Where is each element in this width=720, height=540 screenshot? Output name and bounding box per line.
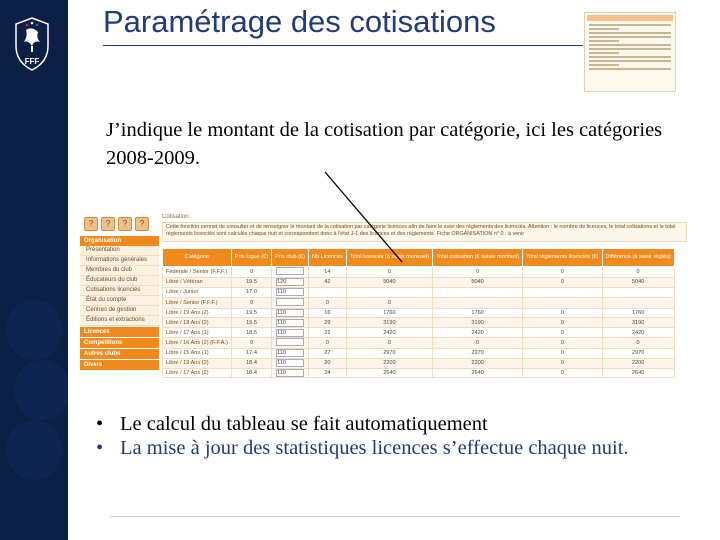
- category-cell[interactable]: Libre / Vétéran: [163, 278, 232, 288]
- table-cell: 14: [308, 267, 346, 278]
- column-header: Prix Ligue (€): [231, 249, 271, 267]
- bullet-text: La mise à jour des statistiques licences s’effectue chaque nuit.: [120, 437, 629, 459]
- table-cell: 0: [433, 337, 523, 348]
- table-cell: 0: [433, 267, 523, 278]
- column-header: Prix club (€): [272, 249, 309, 267]
- nav-section[interactable]: Compétitions: [80, 338, 159, 348]
- notice-text: Cette fonction permet de consulter et de renseigner le montant de la cotisation par catégorie licences afin de faire le suivi des règlements des licenciés. Attention : le nombre de licences, le total cotisations et le total règlements licenciés sont calculés chaque nuit et correspondent donc à l'état J-1 des licences et des règlements. Fiche ORGANISATION n° 0 : à venir: [162, 222, 687, 242]
- help-icon[interactable]: ?: [135, 217, 149, 231]
- table-cell: 5040: [346, 278, 432, 288]
- table-cell: 27: [308, 348, 346, 358]
- table-cell: 20: [308, 358, 346, 368]
- table-cell: 0: [523, 368, 602, 378]
- table-cell: 2200: [602, 358, 674, 368]
- nav-item[interactable]: État du compte: [80, 296, 159, 306]
- table-cell: 5040: [602, 278, 674, 288]
- club-price-input[interactable]: 110: [276, 329, 304, 337]
- bullet-list: [96, 412, 696, 460]
- table-cell: 29: [308, 318, 346, 328]
- club-price-input[interactable]: 110: [276, 349, 304, 357]
- table-cell: 22: [308, 328, 346, 338]
- nav-item[interactable]: Présentation: [80, 246, 159, 256]
- category-cell[interactable]: Libre / 15 Ans (1): [163, 348, 232, 358]
- table-cell: 0: [523, 358, 602, 368]
- table-cell: 0: [523, 308, 602, 318]
- table-cell: 2420: [433, 328, 523, 338]
- category-cell[interactable]: Libre / 16 Ans (2) (F.F.A.): [163, 337, 232, 348]
- table-cell: 2640: [602, 368, 674, 378]
- column-header: Nb Licences: [308, 249, 346, 267]
- toolbar-icon[interactable]: ?: [101, 217, 115, 231]
- bullet-glyph: •: [96, 413, 104, 435]
- logo-text: FFF: [24, 57, 40, 66]
- table-cell: 0: [523, 267, 602, 278]
- nav-section[interactable]: Autres clubs: [80, 349, 159, 359]
- table-cell: 24: [308, 368, 346, 378]
- table-cell: 1760: [602, 308, 674, 318]
- bullet-item: [96, 412, 696, 436]
- bullet-glyph: •: [96, 437, 104, 459]
- bullet-text: Le calcul du tableau se fait automatiquement: [120, 413, 488, 435]
- toolbar-icon[interactable]: ?: [118, 217, 132, 231]
- column-header: Catégorie: [163, 249, 232, 267]
- category-cell[interactable]: Libre / 17 Ans (2): [163, 368, 232, 378]
- category-cell[interactable]: Libre / Senior (F.F.F.): [163, 297, 232, 308]
- table-cell: 2420: [346, 328, 432, 338]
- table-cell: 1760: [433, 308, 523, 318]
- club-price-input[interactable]: 110: [276, 288, 304, 296]
- table-cell: 2640: [433, 368, 523, 378]
- nav-item[interactable]: Éducateurs du club: [80, 276, 159, 286]
- table-cell: 19.5: [231, 318, 271, 328]
- nav-heading[interactable]: Organisation: [80, 236, 159, 246]
- table-cell: 19.5: [231, 308, 271, 318]
- nav-section[interactable]: Licences: [80, 327, 159, 337]
- table-cell: 0: [523, 278, 602, 288]
- table-cell: 17.4: [231, 348, 271, 358]
- table-cell: 2970: [433, 348, 523, 358]
- column-header: Total licences (à saisir mensuel): [346, 249, 432, 267]
- table-cell: 19.5: [231, 278, 271, 288]
- intro-text: J’indique le montant de la cotisation par catégorie, ici les catégories 2008-2009.: [106, 119, 663, 169]
- table-cell: 3190: [346, 318, 432, 328]
- nav-section[interactable]: Divers: [80, 360, 159, 370]
- table-cell: 1760: [346, 308, 432, 318]
- table-cell: 2640: [346, 368, 432, 378]
- table-cell: 0: [346, 337, 432, 348]
- category-cell[interactable]: Libre / 18 Ans (2): [163, 318, 232, 328]
- table-cell: 18.5: [231, 328, 271, 338]
- table-cell: 2970: [346, 348, 432, 358]
- column-header: Total règlements licenciés (€): [523, 249, 602, 267]
- table-cell: 18.4: [231, 368, 271, 378]
- table-cell: 0: [523, 348, 602, 358]
- table-cell: 18.4: [231, 358, 271, 368]
- table-cell: 0: [231, 267, 271, 278]
- slide-title: Paramétrage des cotisations: [103, 4, 496, 39]
- table-cell: 42: [308, 278, 346, 288]
- table-cell: 0: [523, 318, 602, 328]
- table-cell: 0: [602, 267, 674, 278]
- table-cell: 2200: [346, 358, 432, 368]
- table-cell: 16: [308, 308, 346, 318]
- table-cell: 0: [602, 337, 674, 348]
- category-cell[interactable]: Fédérale / Senior (F.F.F.): [163, 267, 232, 278]
- table-cell: 2200: [433, 358, 523, 368]
- table-cell: 2970: [602, 348, 674, 358]
- table-cell: 3190: [433, 318, 523, 328]
- table-cell: 0: [346, 267, 432, 278]
- nav-item[interactable]: Centres de gestion: [80, 306, 159, 316]
- category-cell[interactable]: Libre / 19 Ans (2): [163, 308, 232, 318]
- table-cell: 5040: [433, 278, 523, 288]
- table-cell: 0: [308, 337, 346, 348]
- footer-rule: [110, 516, 680, 517]
- category-cell[interactable]: Libre / 19 Ans (2): [163, 358, 232, 368]
- column-header: Total cotisation (€ saisie montant): [433, 249, 523, 267]
- table-cell: 0: [523, 328, 602, 338]
- toolbar-icon[interactable]: ?: [84, 217, 98, 231]
- nav-item[interactable]: Informations générales: [80, 256, 159, 266]
- club-price-input[interactable]: 110: [276, 319, 304, 327]
- nav-item[interactable]: Cotisations licenciés: [80, 286, 159, 296]
- nav-item[interactable]: Membres du club: [80, 266, 159, 276]
- club-price-input[interactable]: 110: [276, 369, 304, 377]
- table-cell: 0: [231, 297, 271, 308]
- column-header: Différence (à saisir règlés): [602, 249, 674, 267]
- club-price-input[interactable]: 120: [276, 278, 304, 286]
- table-cell: 2420: [602, 328, 674, 338]
- club-price-input[interactable]: 110: [276, 309, 304, 317]
- club-price-input[interactable]: 110: [276, 359, 304, 367]
- nav-item[interactable]: Éditions et extractions: [80, 316, 159, 326]
- table-cell: 3190: [602, 318, 674, 328]
- breadcrumb: Cotisation: [162, 214, 189, 220]
- table-cell: 17.0: [231, 287, 271, 297]
- table-cell: 0: [346, 297, 432, 308]
- category-cell[interactable]: Libre / Junior: [163, 287, 232, 297]
- table-cell: 0: [308, 297, 346, 308]
- category-cell[interactable]: Libre / 17 Ans (1): [163, 328, 232, 338]
- table-cell: 0: [523, 337, 602, 348]
- bullet-item: [96, 436, 696, 460]
- table-cell: 0: [231, 337, 271, 348]
